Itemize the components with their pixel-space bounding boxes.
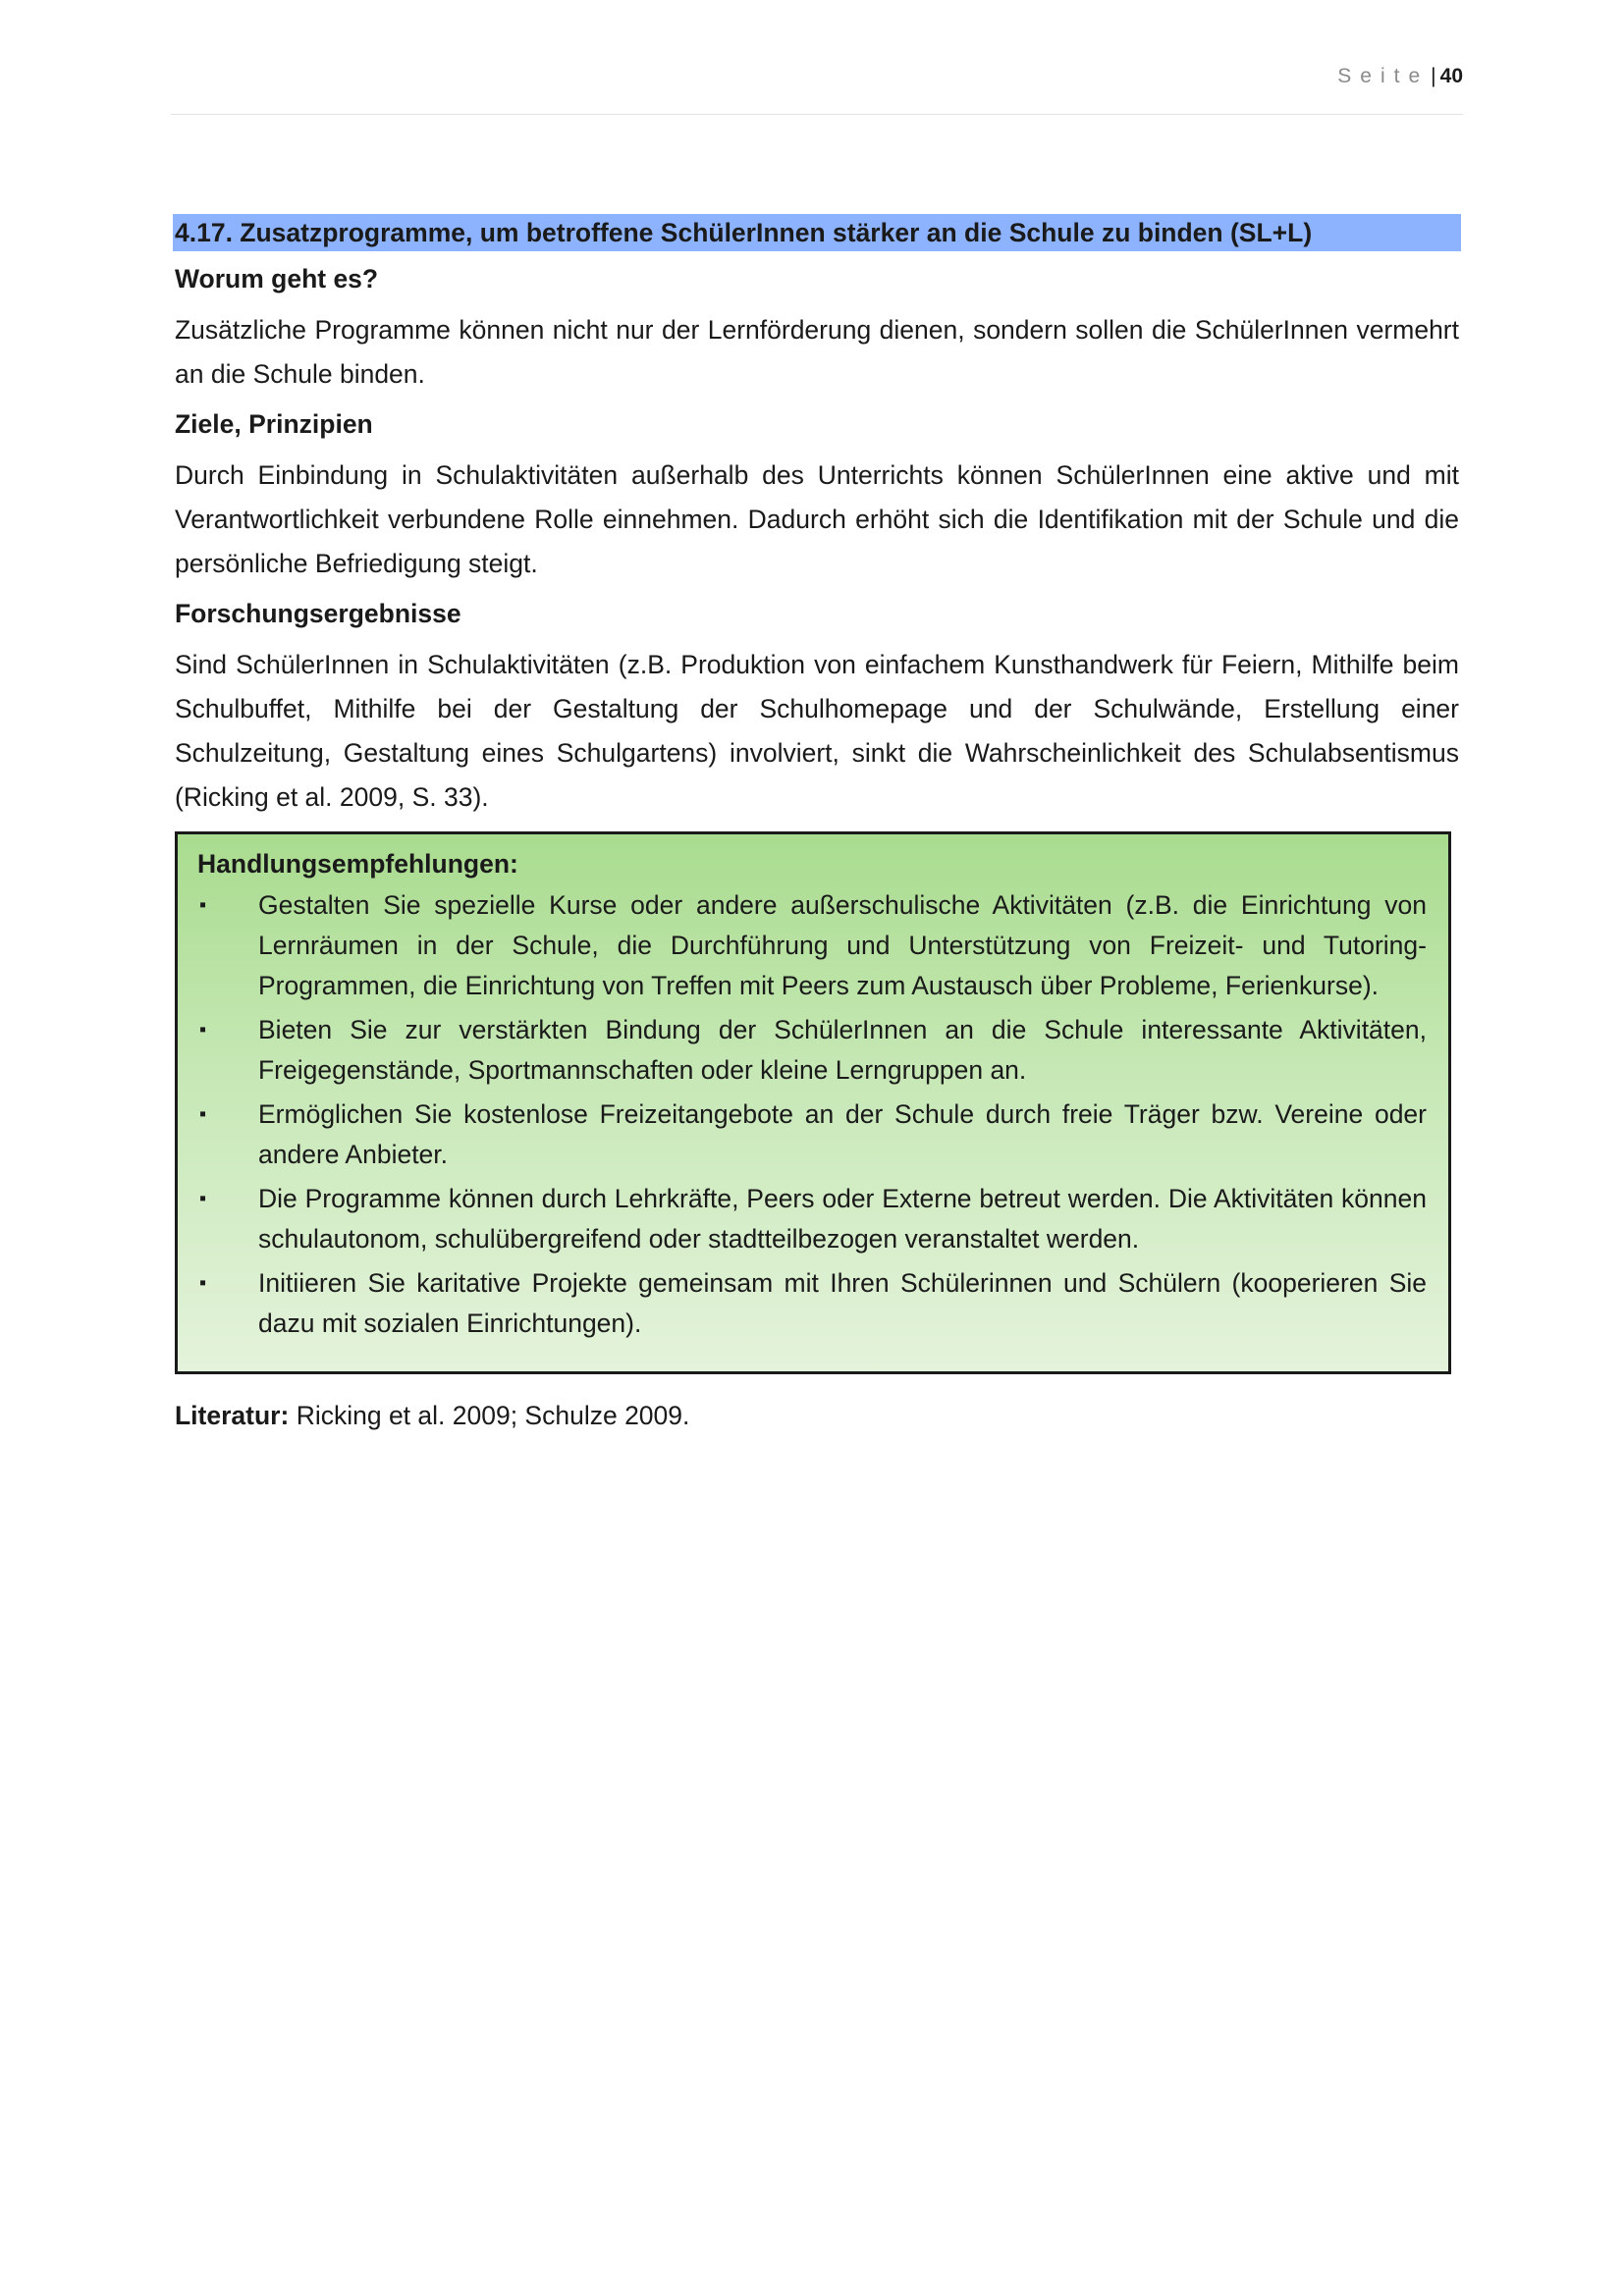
list-item bbox=[197, 1179, 1427, 1259]
bullet-icon: ▪ bbox=[199, 1103, 207, 1125]
forschung-paragraph: Sind SchülerInnen in Schulaktivitäten (z.B. Produktion von einfachem Kunsthandwerk für Feiern, Mithilfe beim Schulbuffet, Mithilfe bei der Gestaltung der Schulhomepage und der Schulwände, Erstellung einer Schulzeitung, Gestaltung eines Schulgartens) involviert, sinkt die Wahrscheinlichkeit des Schulabsentismus (Ricking et al. 2009, S. 33). bbox=[175, 650, 1459, 812]
page-separator: | bbox=[1431, 65, 1436, 87]
literature-text: Ricking et al. 2009; Schulze 2009. bbox=[289, 1401, 690, 1430]
recommendations-box bbox=[175, 831, 1451, 1374]
list-item bbox=[197, 1010, 1427, 1091]
list-item-text: Gestalten Sie spezielle Kurse oder andere außerschulische Aktivitäten (z.B. die Einrichtung von Lernräumen in der Schule, die Durchführung und Unterstützung von Freizeit- und Tutoring-Programmen, die Einrichtung von Treffen mit Peers zum Austausch über Probleme, Ferienkurse). bbox=[258, 890, 1427, 1000]
list-item-text: Ermöglichen Sie kostenlose Freizeitangebote an der Schule durch freie Träger bzw. Vereine oder andere Anbieter. bbox=[258, 1099, 1427, 1169]
list-item bbox=[197, 1263, 1427, 1344]
literature-line bbox=[175, 1398, 1459, 1433]
document-body bbox=[175, 214, 1459, 1433]
worum-heading: Worum geht es? bbox=[175, 264, 379, 294]
page-number: 40 bbox=[1439, 65, 1463, 87]
list-item bbox=[197, 885, 1427, 1006]
bullet-icon: ▪ bbox=[199, 894, 207, 916]
bullet-icon: ▪ bbox=[199, 1272, 207, 1294]
ziele-paragraph: Durch Einbindung in Schulaktivitäten außerhalb des Unterrichts können SchülerInnen eine aktive und mit Verantwortlichkeit verbundene Rolle einnehmen. Dadurch erhöht sich die Identifikation mit der Schule und die persönliche Befriedigung steigt. bbox=[175, 460, 1459, 578]
list-item-text: Die Programme können durch Lehrkräfte, Peers oder Externe betreut werden. Die Aktivitäten können schulautonom, schulübergreifend oder stadtteilbezogen veranstaltet werden. bbox=[258, 1184, 1427, 1254]
list-item-text: Initiieren Sie karitative Projekte gemeinsam mit Ihren Schülerinnen und Schülern (kooperieren Sie dazu mit sozialen Einrichtungen). bbox=[258, 1268, 1427, 1338]
list-item-text: Bieten Sie zur verstärkten Bindung der SchülerInnen an die Schule interessante Aktivitäten, Freigegenstände, Sportmannschaften oder kleine Lerngruppen an. bbox=[258, 1015, 1427, 1085]
section-heading: 4.17. Zusatzprogramme, um betroffene SchülerInnen stärker an die Schule zu binden (SL+L) bbox=[173, 214, 1461, 251]
forschung-heading: Forschungsergebnisse bbox=[175, 599, 461, 628]
recommendations-title: Handlungsempfehlungen: bbox=[197, 849, 518, 879]
bullet-icon: ▪ bbox=[199, 1188, 207, 1209]
page-header bbox=[171, 65, 1463, 115]
worum-paragraph: Zusätzliche Programme können nicht nur der Lernförderung dienen, sondern sollen die SchülerInnen vermehrt an die Schule binden. bbox=[175, 315, 1459, 389]
ziele-heading: Ziele, Prinzipien bbox=[175, 409, 373, 439]
list-item bbox=[197, 1095, 1427, 1175]
page-label: Seite bbox=[1337, 65, 1430, 87]
bullet-icon: ▪ bbox=[199, 1019, 207, 1041]
literature-label: Literatur: bbox=[175, 1401, 290, 1430]
